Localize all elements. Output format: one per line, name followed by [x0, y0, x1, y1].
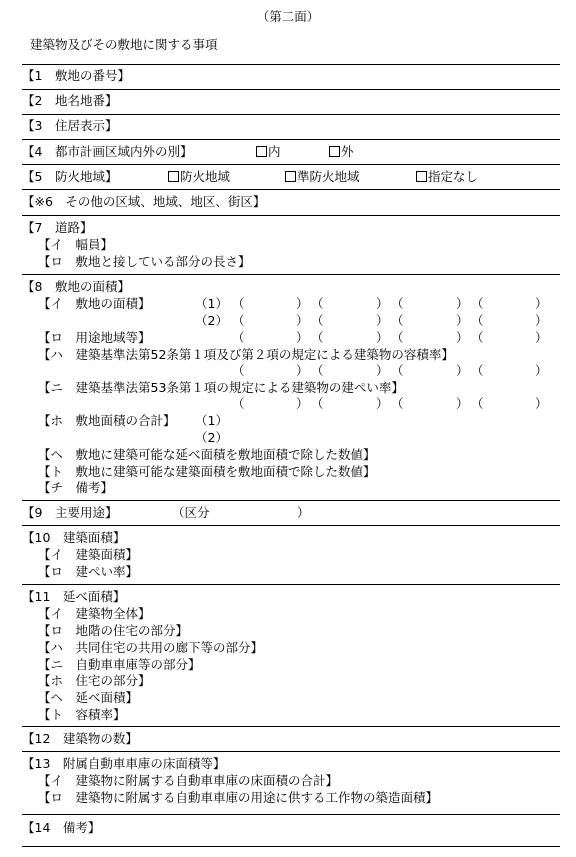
use-category-close: ）	[297, 505, 310, 520]
building-area: 【イ 建築面積】	[38, 547, 139, 562]
paren-open: （	[391, 313, 404, 328]
divider	[22, 525, 560, 526]
garage-portion: 【ニ 自動車車庫等の部分】	[38, 657, 201, 672]
paren-open: （	[232, 313, 245, 328]
paren-close: ）	[535, 396, 548, 411]
paren-open: （	[471, 363, 484, 378]
checkbox-not-designated[interactable]	[416, 171, 427, 182]
divider	[22, 64, 560, 65]
paren-open: （	[471, 330, 484, 345]
paren-close: ）	[296, 363, 309, 378]
paren-close: ）	[535, 363, 548, 378]
paren-close: ）	[456, 396, 469, 411]
paren-close: ）	[296, 396, 309, 411]
page-title: （第二面）	[256, 9, 320, 24]
paren-close: ）	[376, 296, 389, 311]
paren-open: （	[232, 396, 245, 411]
paren-close: ）	[296, 313, 309, 328]
paren-close: ）	[456, 313, 469, 328]
option-not-designated[interactable]	[416, 171, 478, 184]
total-site-area-label: 【ホ 敷地面積の合計】	[38, 413, 176, 428]
paren-close: ）	[376, 330, 389, 345]
divider	[22, 500, 560, 501]
paren-open: （	[232, 330, 245, 345]
option-inside-label: 内	[268, 144, 281, 159]
building-coverage: 【ロ 建ぺい率】	[38, 564, 139, 579]
total-site-area-index-2: （2）	[195, 430, 228, 445]
buildable-floor-ratio-label: 【ヘ 敷地に建築可能な延べ面積を敷地面積で除した数値】	[38, 447, 376, 462]
section-9-label: 【9 主要用途】	[22, 505, 118, 520]
divider	[22, 846, 560, 847]
section-13-label: 【13 附属自動車車庫の床面積等】	[22, 756, 226, 771]
form-heading: 建築物及びその敷地に関する事項	[30, 37, 218, 52]
option-inside[interactable]	[256, 146, 281, 159]
paren-open: （	[311, 296, 324, 311]
paren-open: （	[391, 363, 404, 378]
whole-building: 【イ 建築物全体】	[38, 606, 151, 621]
option-outside[interactable]	[329, 146, 354, 159]
section-12-number-of-buildings: 【12 建築物の数】	[22, 731, 138, 746]
divider	[22, 274, 560, 275]
divider	[22, 584, 560, 585]
divider	[22, 139, 560, 140]
option-fire-zone-label: 防火地域	[180, 169, 231, 184]
paren-open: （	[311, 396, 324, 411]
option-quasi-fire-zone[interactable]	[285, 171, 360, 184]
use-district-label: 【ロ 用途地域等】	[38, 330, 151, 345]
use-category-open: （区分	[172, 505, 210, 520]
option-quasi-fire-zone-label: 準防火地域	[297, 169, 360, 184]
section-4-label: 【4 都市計画区域内外の別】	[22, 144, 193, 159]
section-6-other-districts: 【※6 その他の区域、地域、地区、街区】	[22, 194, 266, 209]
section-2-address-lot: 【2 地名地番】	[22, 93, 118, 108]
divider	[22, 189, 560, 190]
divider	[22, 726, 560, 727]
section-10-label: 【10 建築面積】	[22, 530, 126, 545]
paren-open: （	[232, 363, 245, 378]
paren-close: ）	[535, 296, 548, 311]
section-3-residence-display: 【3 住居表示】	[22, 118, 118, 133]
paren-close: ）	[456, 330, 469, 345]
site-area-label: 【イ 敷地の面積】	[38, 296, 151, 311]
divider	[22, 814, 560, 815]
basement-housing: 【ロ 地階の住宅の部分】	[38, 623, 189, 638]
total-floor-area: 【ヘ 延べ面積】	[38, 690, 139, 705]
paren-open: （	[471, 296, 484, 311]
paren-open: （	[391, 396, 404, 411]
floor-area-ratio: 【ト 容積率】	[38, 707, 126, 722]
paren-close: ）	[535, 330, 548, 345]
section-8-label: 【8 敷地の面積】	[22, 279, 130, 294]
site-area-index-2: （2）	[195, 313, 228, 328]
total-site-area-index-1: （1）	[195, 413, 228, 428]
option-not-designated-label: 指定なし	[428, 169, 479, 184]
checkbox-inside[interactable]	[256, 146, 267, 157]
divider	[22, 751, 560, 752]
option-outside-label: 外	[341, 144, 354, 159]
section-1-lot-number: 【1 敷地の番号】	[22, 68, 130, 83]
paren-open: （	[311, 313, 324, 328]
divider	[22, 215, 560, 216]
paren-open: （	[311, 363, 324, 378]
paren-close: ）	[296, 330, 309, 345]
checkbox-outside[interactable]	[329, 146, 340, 157]
paren-open: （	[471, 396, 484, 411]
floor-area-ratio-label: 【ハ 建築基準法第52条第１項及び第２項の規定による建築物の容積率】	[38, 347, 454, 362]
section-11-label: 【11 延べ面積】	[22, 589, 126, 604]
section-7-label: 【7 道路】	[22, 220, 93, 235]
paren-close: ）	[296, 296, 309, 311]
buildable-coverage-ratio-label: 【ト 敷地に建築可能な建築面積を敷地面積で除した数値】	[38, 464, 376, 479]
road-width: 【イ 幅員】	[38, 237, 114, 252]
checkbox-fire-zone[interactable]	[168, 171, 179, 182]
road-frontage-length: 【ロ 敷地と接している部分の長さ】	[38, 254, 251, 269]
divider	[22, 89, 560, 90]
paren-close: ）	[456, 296, 469, 311]
section-14-remarks: 【14 備考】	[22, 820, 101, 835]
paren-open: （	[391, 330, 404, 345]
housing-portion: 【ホ 住宅の部分】	[38, 673, 151, 688]
paren-open: （	[232, 296, 245, 311]
option-fire-zone[interactable]	[168, 171, 230, 184]
garage-structure-area: 【ロ 建築物に附属する自動車車庫の用途に供する工作物の築造面積】	[38, 790, 439, 805]
paren-close: ）	[456, 363, 469, 378]
paren-open: （	[311, 330, 324, 345]
building-coverage-label: 【ニ 建築基準法第53条第１項の規定による建築物の建ぺい率】	[38, 380, 404, 395]
garage-floor-area-total: 【イ 建築物に附属する自動車車庫の床面積の合計】	[38, 773, 339, 788]
divider	[22, 164, 560, 165]
paren-close: ）	[376, 396, 389, 411]
site-area-index-1: （1）	[195, 296, 228, 311]
site-remarks-label: 【チ 備考】	[38, 480, 114, 495]
paren-close: ）	[376, 363, 389, 378]
shared-corridor: 【ハ 共同住宅の共用の廊下等の部分】	[38, 640, 264, 655]
checkbox-quasi-fire-zone[interactable]	[285, 171, 296, 182]
paren-open: （	[471, 313, 484, 328]
paren-open: （	[391, 296, 404, 311]
divider	[22, 114, 560, 115]
section-5-label: 【5 防火地域】	[22, 169, 118, 184]
paren-close: ）	[376, 313, 389, 328]
paren-close: ）	[535, 313, 548, 328]
